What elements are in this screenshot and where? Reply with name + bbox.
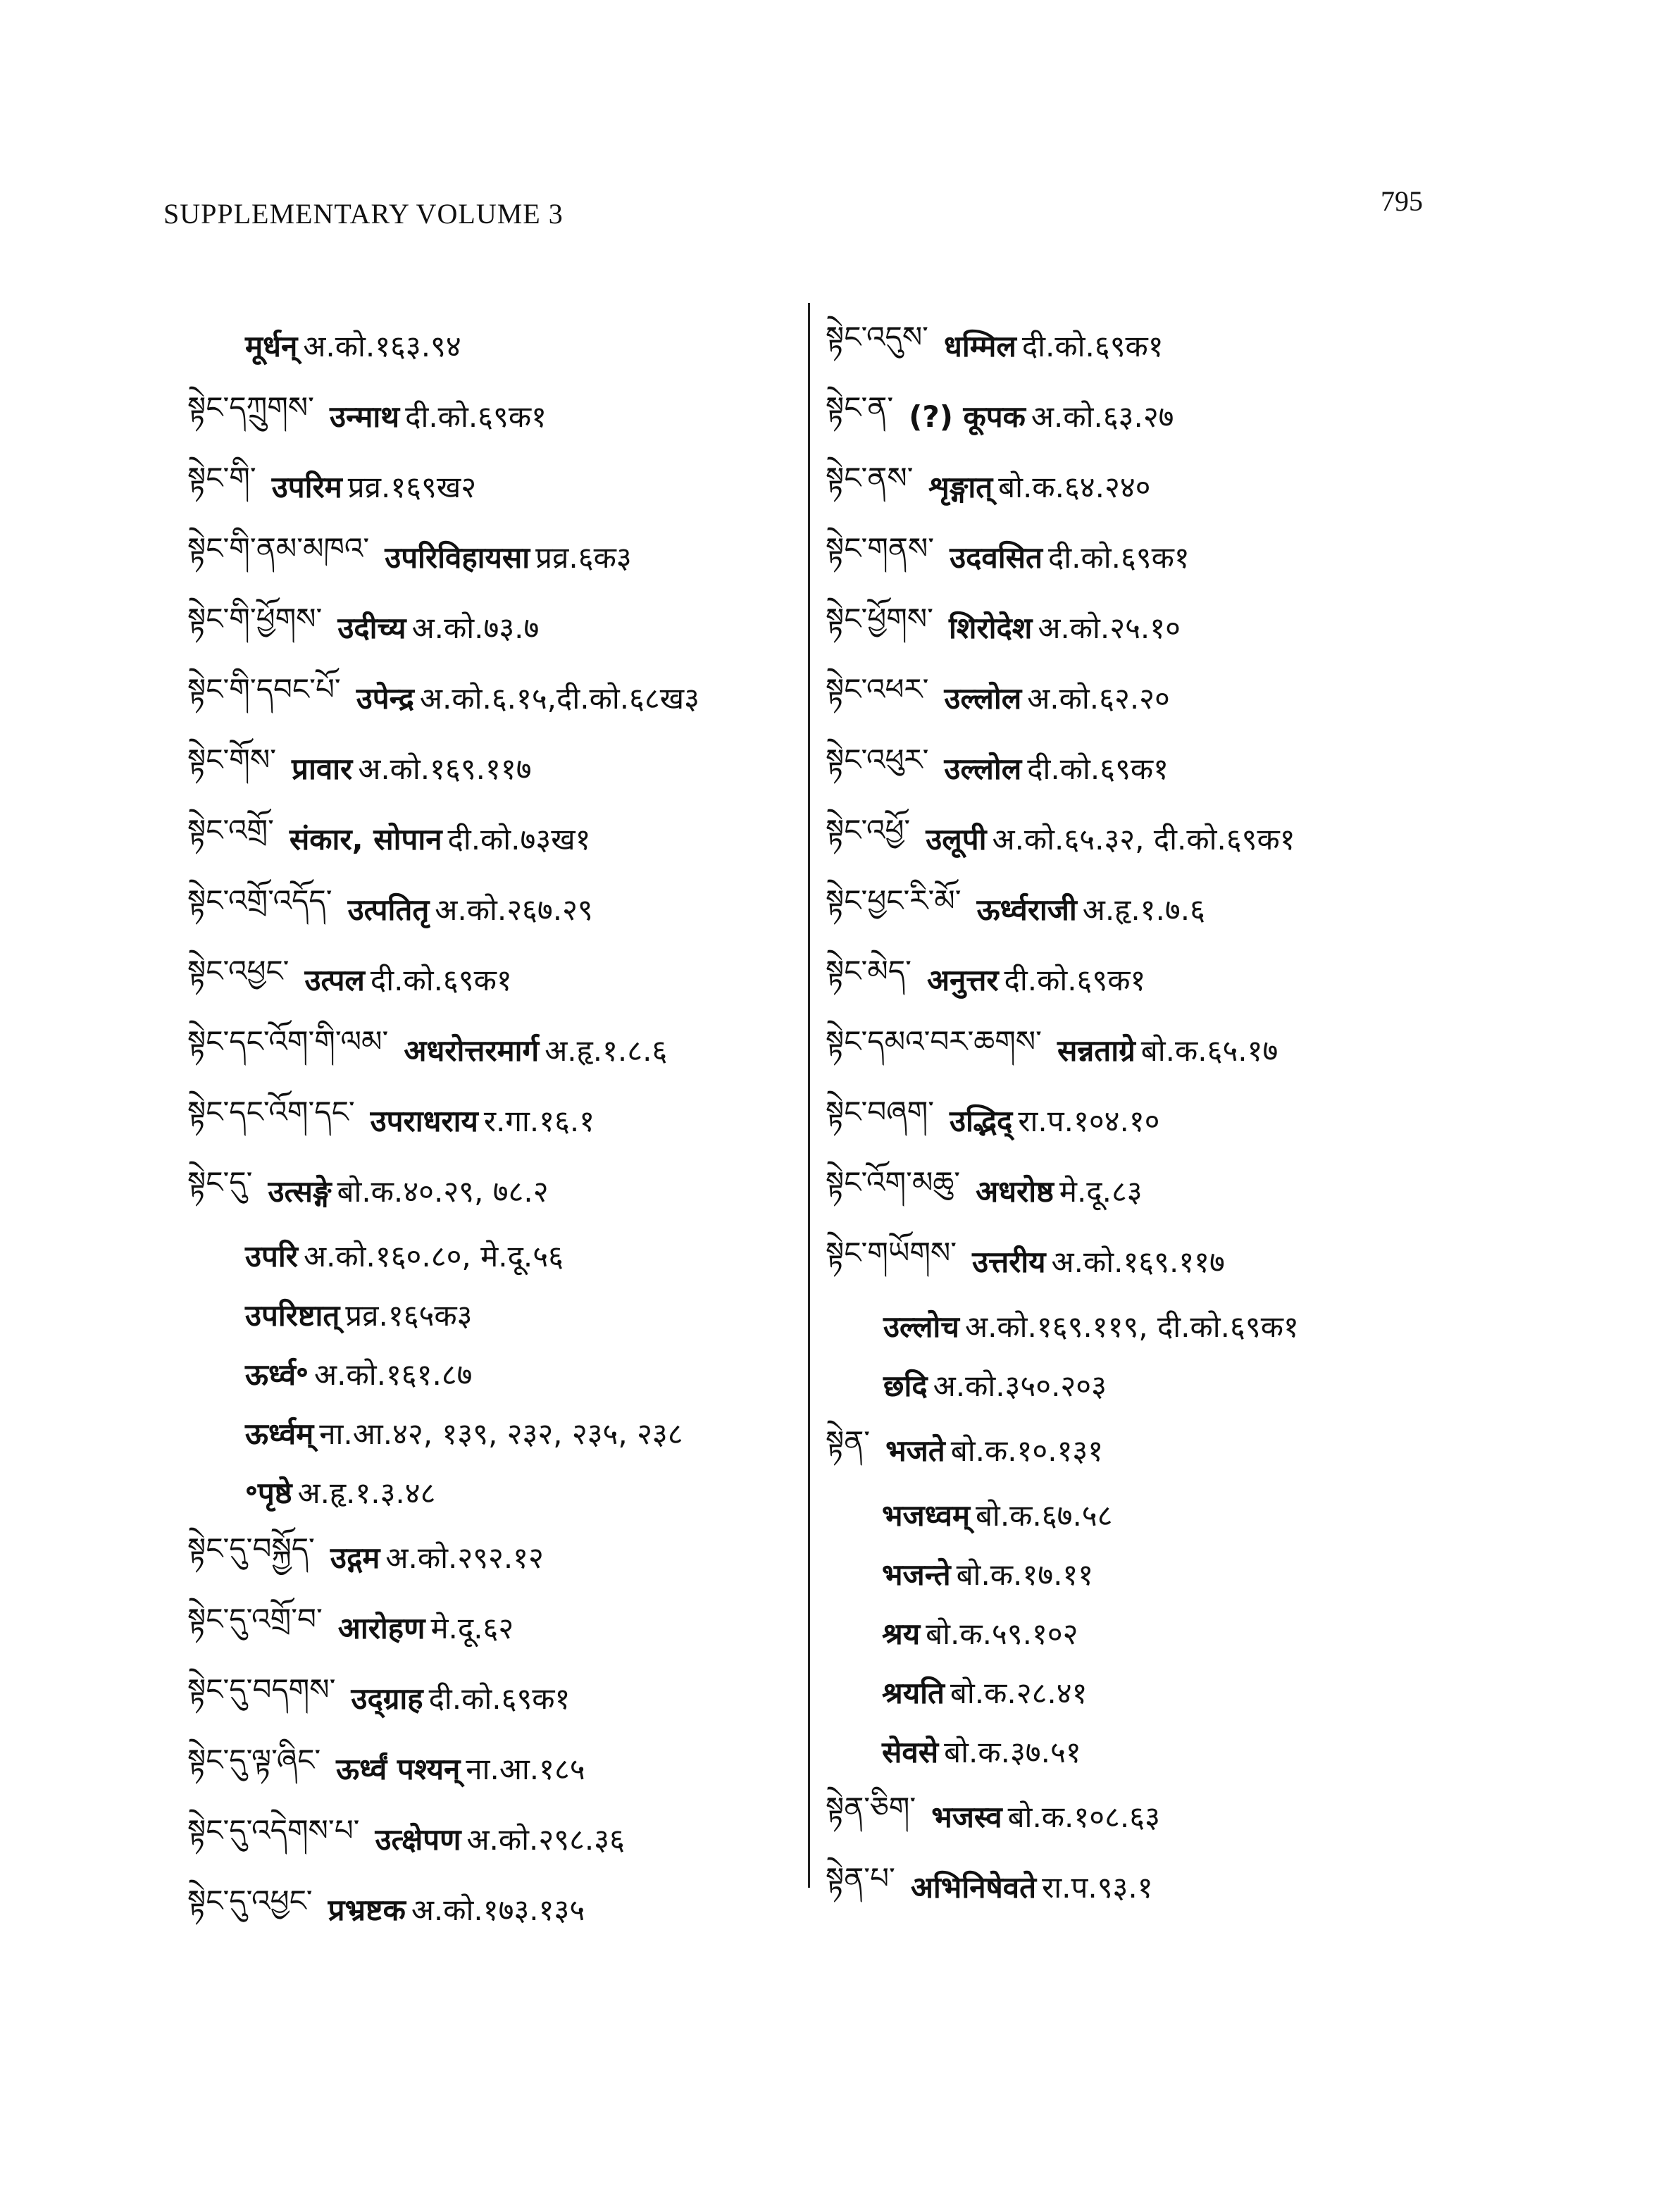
source-reference: दी.को.६९क१ [405,399,547,434]
dictionary-entry [187,1403,807,1462]
sanskrit-term: उलूपी [926,821,987,857]
sanskrit-term: शिरोदेश [948,610,1033,645]
tibetan-headword: སྟེང་འཕྱོ་ [826,812,911,847]
sanskrit-term: श्रयति [882,1675,945,1710]
dictionary-entry [826,592,1460,662]
dictionary-entry [826,873,1460,944]
source-reference: बो.क.६४.२४० [998,469,1151,504]
running-title: SUPPLEMENTARY VOLUME 3 [163,198,564,230]
column-divider [808,303,810,1888]
dictionary-entry [187,1874,807,1944]
dictionary-entry [826,1485,1460,1544]
source-reference: बो.क.२८.४१ [950,1675,1088,1710]
source-reference: प्रव्र.१६५क३ [345,1297,473,1333]
dictionary-entry [826,1603,1460,1662]
source-reference: अ.हृ.१.३.४८ [297,1475,436,1510]
dictionary-entry [826,1722,1460,1781]
sanskrit-term: उपराधराय [370,1103,478,1138]
sanskrit-term: अभिनिषेवते [910,1869,1037,1905]
tibetan-headword: སྟེང་དུ་འགྲོ་བ་ [187,1601,323,1636]
tibetan-headword: སྟེང་དུ་བསྐྱོད་ [187,1531,315,1566]
tibetan-headword: སྟེང་དང་འོག་དང་ [187,1094,355,1129]
page-number: 795 [1381,185,1423,217]
dictionary-entry [826,1014,1460,1085]
source-reference: अ.को.६.१५,दी.को.६८ख३ [419,680,699,716]
tibetan-headword: སྟེང་གི་ཕྱོགས་ [187,601,323,636]
dictionary-entry [187,733,807,803]
tibetan-headword: སྟེང་གི་ནམ་མཁའ་ [187,530,370,566]
dictionary-entry [826,1414,1460,1485]
source-reference: बो.क.४०.२९, ७८.२ [337,1173,549,1209]
source-reference: अ.हृ.१.८.६ [545,1033,668,1068]
sanskrit-term: भजस्व [931,1799,1002,1834]
sanskrit-term: सेवसे [882,1734,939,1769]
source-reference: दी.को.६९क१ [1021,328,1164,363]
source-reference: अ.को.१६३.९४ [303,328,461,363]
sanskrit-term: उत्पल [304,962,365,997]
source-reference: अ.को.२६७.२९ [435,892,593,927]
sanskrit-term: उत्पतितृ [347,892,430,927]
dictionary-entry [826,1085,1460,1155]
source-reference: अ.को.१७३.१३५ [411,1892,585,1927]
sanskrit-term: उल्लोच [883,1309,959,1344]
dictionary-entry [826,1155,1460,1226]
dictionary-entry [826,1296,1460,1355]
sanskrit-term: शृङ्गात् [928,469,993,504]
sanskrit-term: उपरिम [271,469,342,504]
dictionary-entry [826,1355,1460,1414]
dictionary-entry [826,1544,1460,1603]
dictionary-entry [187,310,807,380]
dictionary-entry [187,1803,807,1874]
tibetan-headword: སྟེང་གོས་ [187,742,277,777]
dictionary-entry [187,380,807,451]
dictionary-entry [187,1521,807,1592]
dictionary-entry [187,944,807,1014]
tibetan-headword: སྟེང་མེད་ [826,953,911,988]
sanskrit-term: उपेन्द्र [356,680,414,716]
dictionary-entry [187,521,807,592]
dictionary-entry [826,451,1460,521]
sanskrit-term: मूर्धन् [245,328,298,363]
source-reference: रा.प.१०४.१० [1018,1103,1160,1138]
tibetan-headword: སྟེང་འཕར་ [826,671,929,706]
sanskrit-term: उद्भिद् [950,1103,1013,1138]
tibetan-headword: སྟེང་འགྲོ་ [187,812,274,847]
source-reference: रा.प.९३.१ [1042,1869,1153,1905]
sanskrit-term: उल्लोल [944,751,1022,786]
tibetan-headword: སྟེང་ཕྱོགས་ [826,601,933,636]
source-reference: अ.को.६५.३२, दी.को.६९क१ [992,821,1295,857]
sanskrit-term: उत्सङ्गे [268,1173,332,1209]
source-reference: र.गा.१६.१ [483,1103,595,1138]
source-reference: अ.को.१६९.११७ [358,751,532,786]
source-reference: दी.को.६९क१ [1027,751,1169,786]
sanskrit-term: उपरिविहायसा [385,540,530,575]
dictionary-entry [187,1592,807,1662]
source-reference: दी.को.६९क१ [1004,962,1146,997]
dictionary-entry [187,1014,807,1085]
dictionary-entry [187,1733,807,1803]
tibetan-headword: སྟེང་དུ་ [187,1164,253,1200]
source-reference: प्रव्र.६क३ [535,540,632,575]
source-reference: ना.आ.१८५ [466,1751,585,1786]
source-reference: अ.को.७३.७ [411,610,540,645]
sanskrit-term: उदीच्य [337,610,406,645]
dictionary-entry [187,451,807,521]
source-reference: दी.को.६९क१ [370,962,512,997]
source-reference: अ.को.६२.२० [1027,680,1170,716]
sanskrit-term: ॰पृष्ठे [245,1475,292,1510]
source-reference: मे.दू.८३ [1059,1173,1143,1209]
sanskrit-term: ऊर्ध्वम् [245,1416,314,1451]
right-column [826,310,1460,1922]
sanskrit-term: ऊर्ध्वराजी [976,892,1077,927]
dictionary-entry [187,1462,807,1521]
tibetan-headword: སྟེན་ཅིག་ [826,1790,916,1825]
dictionary-entry [187,1155,807,1226]
dictionary-entry [826,733,1460,803]
tibetan-headword: སྟེང་དུ་འདེགས་པ་ [187,1812,360,1848]
sanskrit-term: ऊर्ध्व॰ [245,1357,309,1392]
tibetan-headword: སྟེང་ཕྱང་རི་མོ་ [826,883,962,918]
tibetan-headword: སྟེང་འོག་མཆུ་ [826,1164,961,1200]
dictionary-entry [826,662,1460,733]
dictionary-entry [826,1662,1460,1722]
sanskrit-term: अधरोष्ठ [976,1173,1054,1209]
sanskrit-term: भजन्ते [882,1557,951,1592]
source-reference: प्रव्र.१६९ख२ [347,469,477,504]
source-reference: अ.को.६३.२७ [1031,399,1174,434]
source-reference: बो.क.३७.५१ [944,1734,1081,1769]
source-reference: बो.क.६५.१७ [1140,1033,1278,1068]
tibetan-headword: སྟེང་གཡོགས་ [826,1235,957,1270]
tibetan-headword: སྟེང་གི་ [187,460,256,495]
dictionary-entry [187,1085,807,1155]
tibetan-headword: སྟེང་དུ་ལྟ་ཞིང་ [187,1742,321,1777]
sanskrit-term: उद्गम [330,1540,380,1575]
tibetan-headword: སྟེང་འཕྱང་ [187,953,290,988]
source-reference: बो.क.१०८.६३ [1007,1799,1160,1834]
tibetan-headword: སྟེང་གི་དབང་པོ་ [187,671,341,706]
tibetan-headword: སྟེང་ན་ [826,390,894,425]
dictionary-entry [826,521,1460,592]
tibetan-headword: སྟེང་བཞག་ [826,1094,935,1129]
source-reference: ना.आ.४२, १३९, २३२, २३५, २३८ [319,1416,683,1451]
sanskrit-term: (?) कूपक [909,399,1026,434]
source-reference: बो.क.५९.१०२ [926,1616,1078,1651]
sanskrit-term: धम्मिल [944,328,1016,363]
sanskrit-term: भजते [885,1433,945,1468]
dictionary-entry [187,1344,807,1403]
dictionary-entry [826,380,1460,451]
tibetan-headword: སྟེང་འགྲོ་འདོད་ [187,883,332,918]
source-reference: बो.क.१७.११ [956,1557,1094,1592]
source-reference: अ.को.१६०.८०, मे.दू.५६ [303,1238,564,1274]
sanskrit-term: उत्क्षेपण [375,1822,461,1857]
source-reference: अ.को.३५०.२०३ [933,1368,1107,1403]
sanskrit-term: उल्लोल [944,680,1022,716]
source-reference: दी.को.६९क१ [428,1681,571,1716]
tibetan-headword: སྟེང་འཕུར་ [826,742,929,777]
source-reference: अ.को.२९२.१२ [385,1540,544,1575]
source-reference: दी.को.६९क१ [1047,540,1190,575]
sanskrit-term: अनुत्तर [926,962,999,997]
tibetan-headword: སྟེང་དམའ་བར་ཆགས་ [826,1023,1042,1059]
dictionary-entry [187,1226,807,1285]
dictionary-entry [826,944,1460,1014]
sanskrit-term: छदि [883,1368,928,1403]
sanskrit-term: श्रय [882,1616,921,1651]
sanskrit-term: ऊर्ध्वं पश्यन् [336,1751,461,1786]
dictionary-entry [826,1781,1460,1851]
source-reference: मे.दू.६२ [430,1610,514,1645]
dictionary-entry [826,1226,1460,1296]
source-reference: बो.क.१०.१३१ [950,1433,1104,1468]
sanskrit-term: सन्नताग्रे [1057,1033,1135,1068]
dictionary-entry [826,310,1460,380]
sanskrit-term: उत्तरीय [972,1244,1046,1279]
sanskrit-term: उन्माथ [329,399,400,434]
dictionary-entry [187,592,807,662]
dictionary-entry [187,662,807,733]
sanskrit-term: उद्ग्राह [351,1681,423,1716]
sanskrit-term: उपरिष्टात् [245,1297,340,1333]
source-reference: अ.को.२५.१० [1038,610,1181,645]
dictionary-entry [826,1851,1460,1922]
source-reference: अ.को.१६९.११७ [1051,1244,1225,1279]
source-reference: अ.को.२९८.३६ [466,1822,625,1857]
dictionary-entry [187,873,807,944]
tibetan-headword: སྟེང་ནས་ [826,460,914,495]
dictionary-entry [187,803,807,873]
source-reference: अ.हृ.१.७.६ [1082,892,1205,927]
source-reference: अ.को.१६१.८७ [314,1357,473,1392]
sanskrit-term: संकार, सोपान [289,821,442,857]
tibetan-headword: སྟེང་དང་འོག་གི་ལམ་ [187,1023,389,1059]
sanskrit-term: भजध्वम् [882,1498,970,1533]
dictionary-entry [826,803,1460,873]
sanskrit-term: प्रावार [292,751,353,786]
sanskrit-term: आरोहण [337,1610,425,1645]
tibetan-headword: སྟེང་དུ་འཕྱང་ [187,1883,313,1918]
tibetan-headword: སྟེན་པ་ [826,1860,895,1895]
sanskrit-term: प्रभ्रष्टक [328,1892,406,1927]
source-reference: अ.को.१६९.११९, दी.को.६९क१ [964,1309,1299,1344]
dictionary-entry [187,1285,807,1344]
source-reference: बो.क.६७.५८ [975,1498,1113,1533]
sanskrit-term: उपरि [245,1238,298,1274]
source-reference: दी.को.७३ख१ [447,821,591,857]
tibetan-headword: སྟེང་གནས་ [826,530,935,566]
tibetan-headword: སྟེན་ [826,1424,871,1459]
dictionary-entry [187,1662,807,1733]
left-column [187,310,807,1944]
tibetan-headword: སྟེང་དཀྲུགས་ [187,390,314,425]
sanskrit-term: उदवसित [950,540,1043,575]
tibetan-headword: སྟེང་འདུས་ [826,319,928,354]
tibetan-headword: སྟེང་དུ་བདགས་ [187,1671,336,1707]
sanskrit-term: अधरोत्तरमार्ग [404,1033,540,1068]
